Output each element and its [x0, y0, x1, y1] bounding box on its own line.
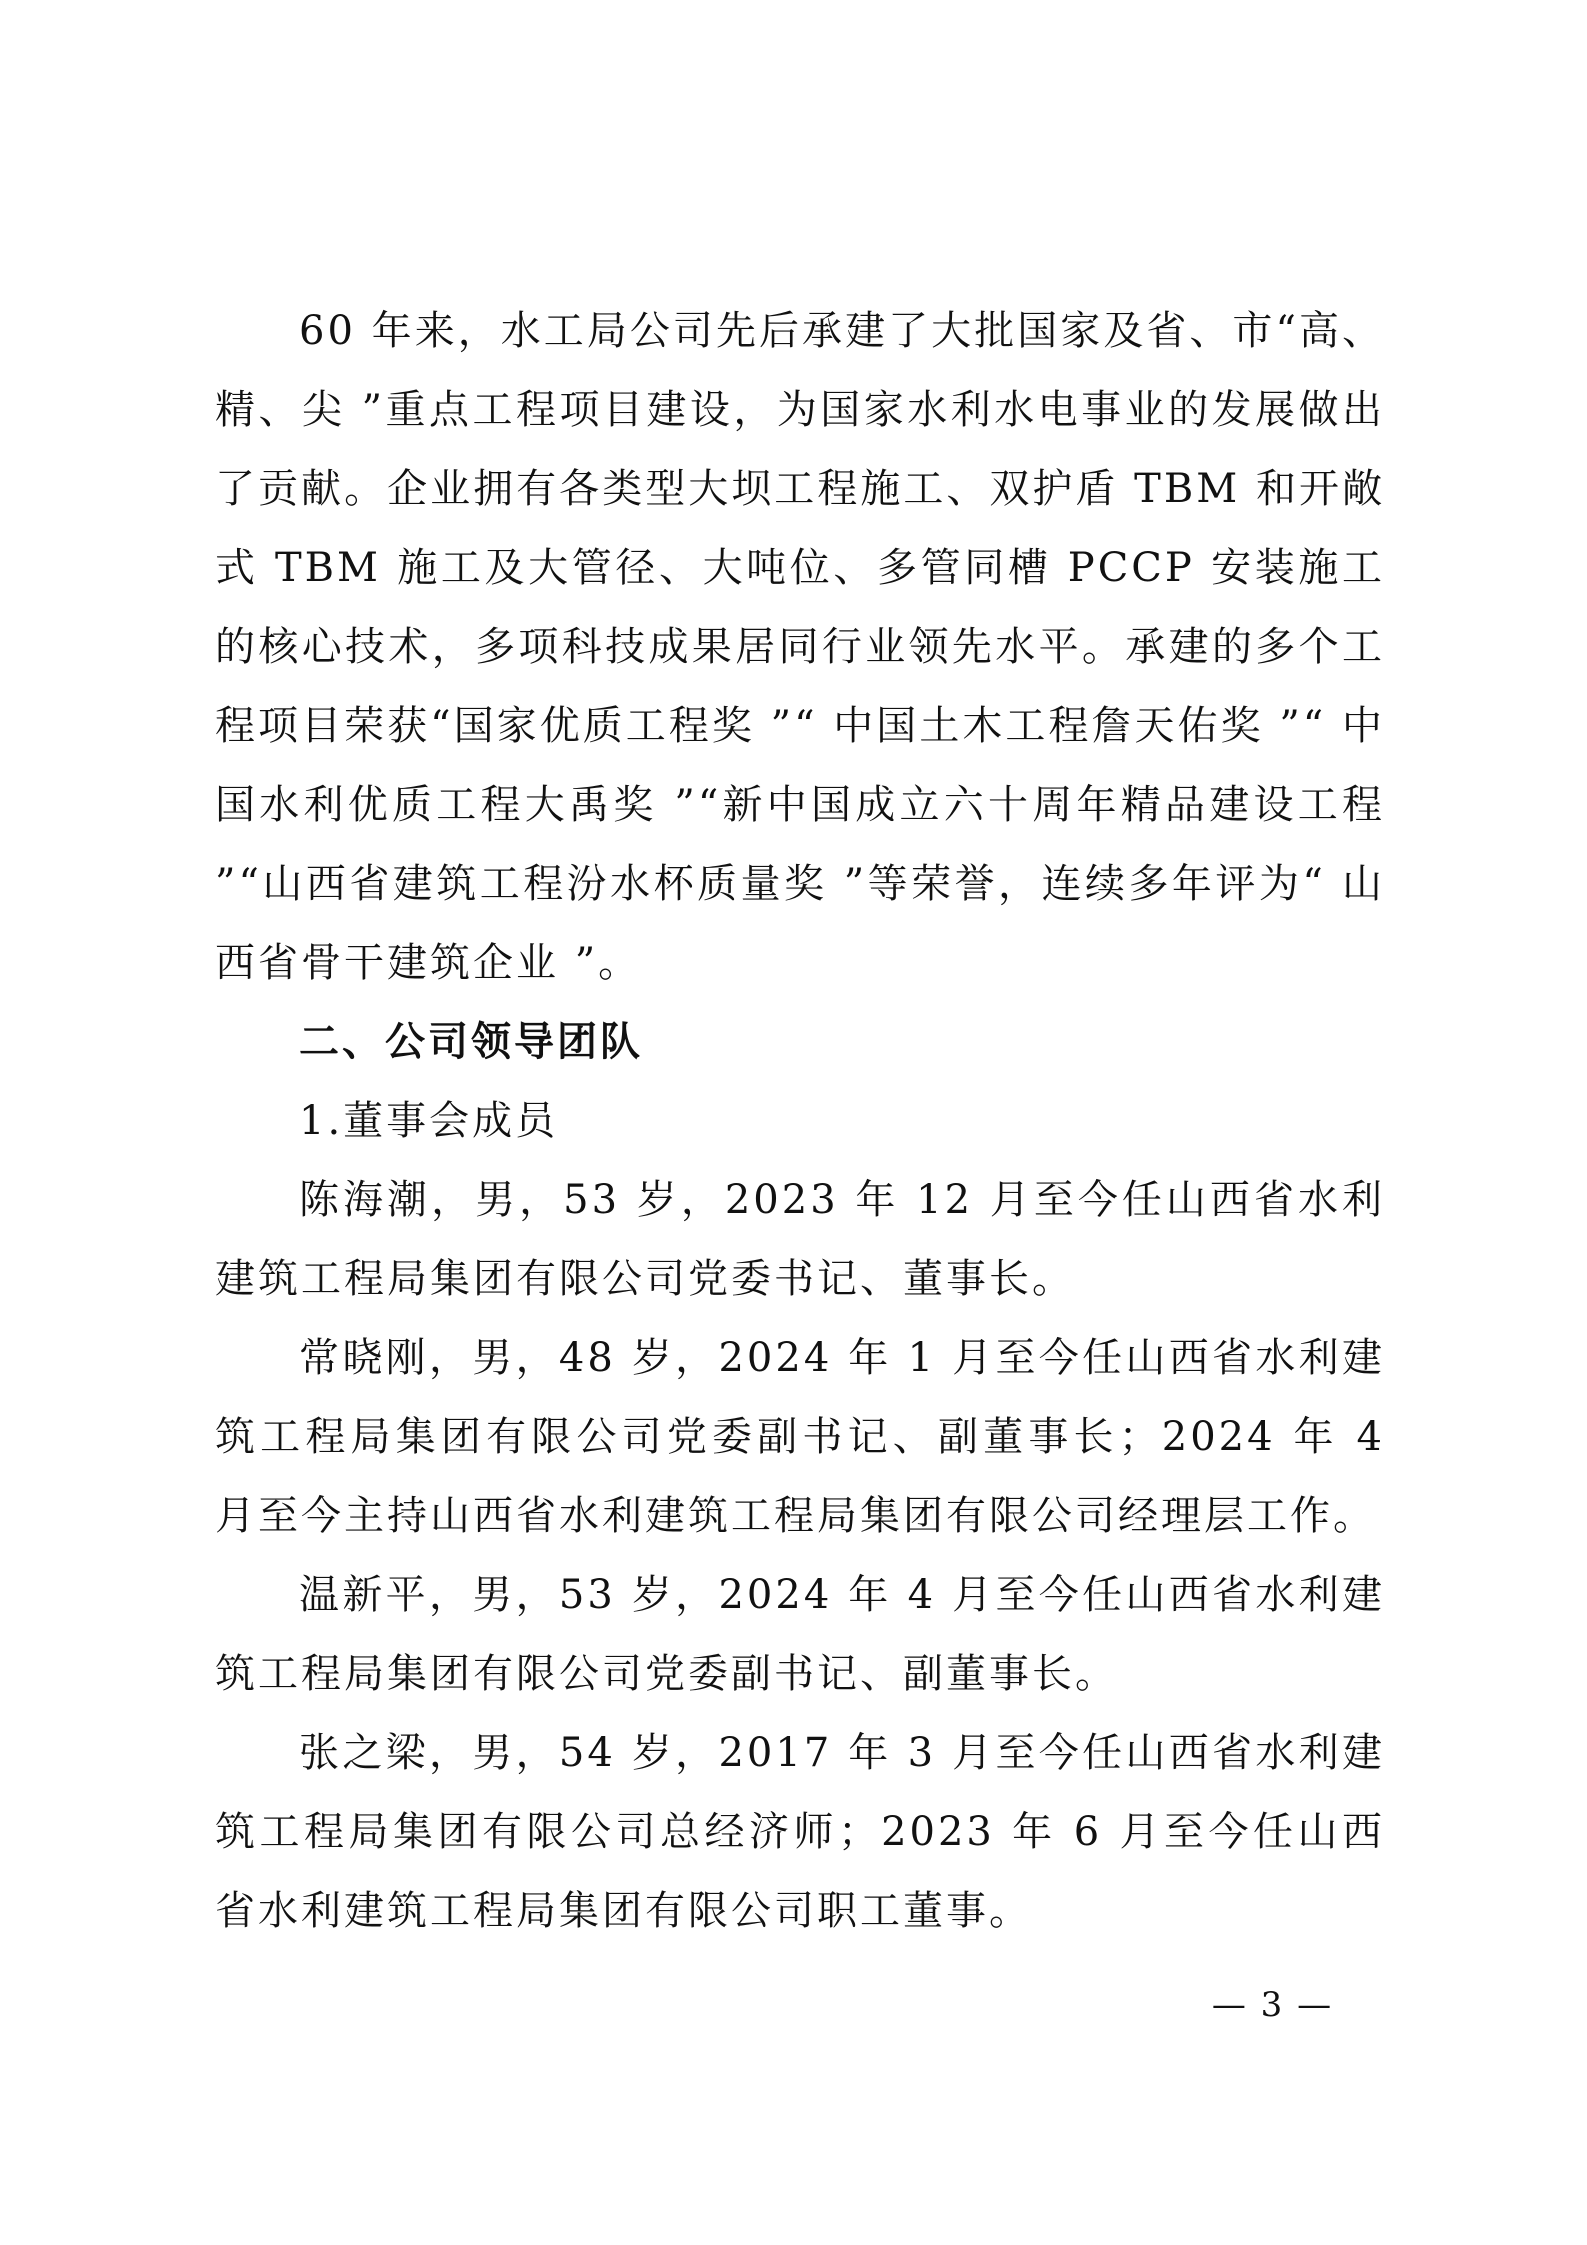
section-heading: 二、公司领导团队 [299, 1019, 643, 1065]
member-paragraph: 陈海潮，男，53 岁，2023 年 12 月至今任山西省水利建筑工程局集团有限公司党委书记、董事长。 [215, 1177, 1385, 1302]
document-body [215, 292, 1385, 1951]
page-number: — 3 — [1211, 1985, 1334, 2025]
member-paragraph: 温新平，男，53 岁，2024 年 4 月至今任山西省水利建筑工程局集团有限公司党委副书记、副董事长。 [215, 1572, 1385, 1697]
member-paragraph: 常晓刚，男，48 岁，2024 年 1 月至今任山西省水利建筑工程局集团有限公司党委副书记、副董事长；2024 年 4 月至今主持山西省水利建筑工程局集团有限公司经理层工作。 [215, 1335, 1385, 1539]
intro-paragraph: 60 年来，水工局公司先后承建了大批国家及省、市“高、精、尖 ”重点工程项目建设，为国家水利水电事业的发展做出了贡献。企业拥有各类型大坝工程施工、双护盾 TBM 和开敞式 TBM 施工及大管径、大吨位、多管同槽 PCCP 安装施工的核心技术，多项科技成果居同行业领先水平。承建的多个工程项目荣获“国家优质工程奖 ”“ 中国土木工程詹天佑奖 ”“ 中国水利优质工程大禹奖 ”“新中国成立六十周年精品建设工程 ”“山西省建筑工程汾水杯质量奖 ”等荣誉，连续多年评为“ 山西省骨干建筑企业 ”。 [215, 308, 1385, 986]
member-paragraph: 张之梁，男，54 岁，2017 年 3 月至今任山西省水利建筑工程局集团有限公司总经济师；2023 年 6 月至今任山西省水利建筑工程局集团有限公司职工董事。 [215, 1730, 1385, 1934]
subsection-heading: 1.董事会成员 [299, 1098, 559, 1144]
